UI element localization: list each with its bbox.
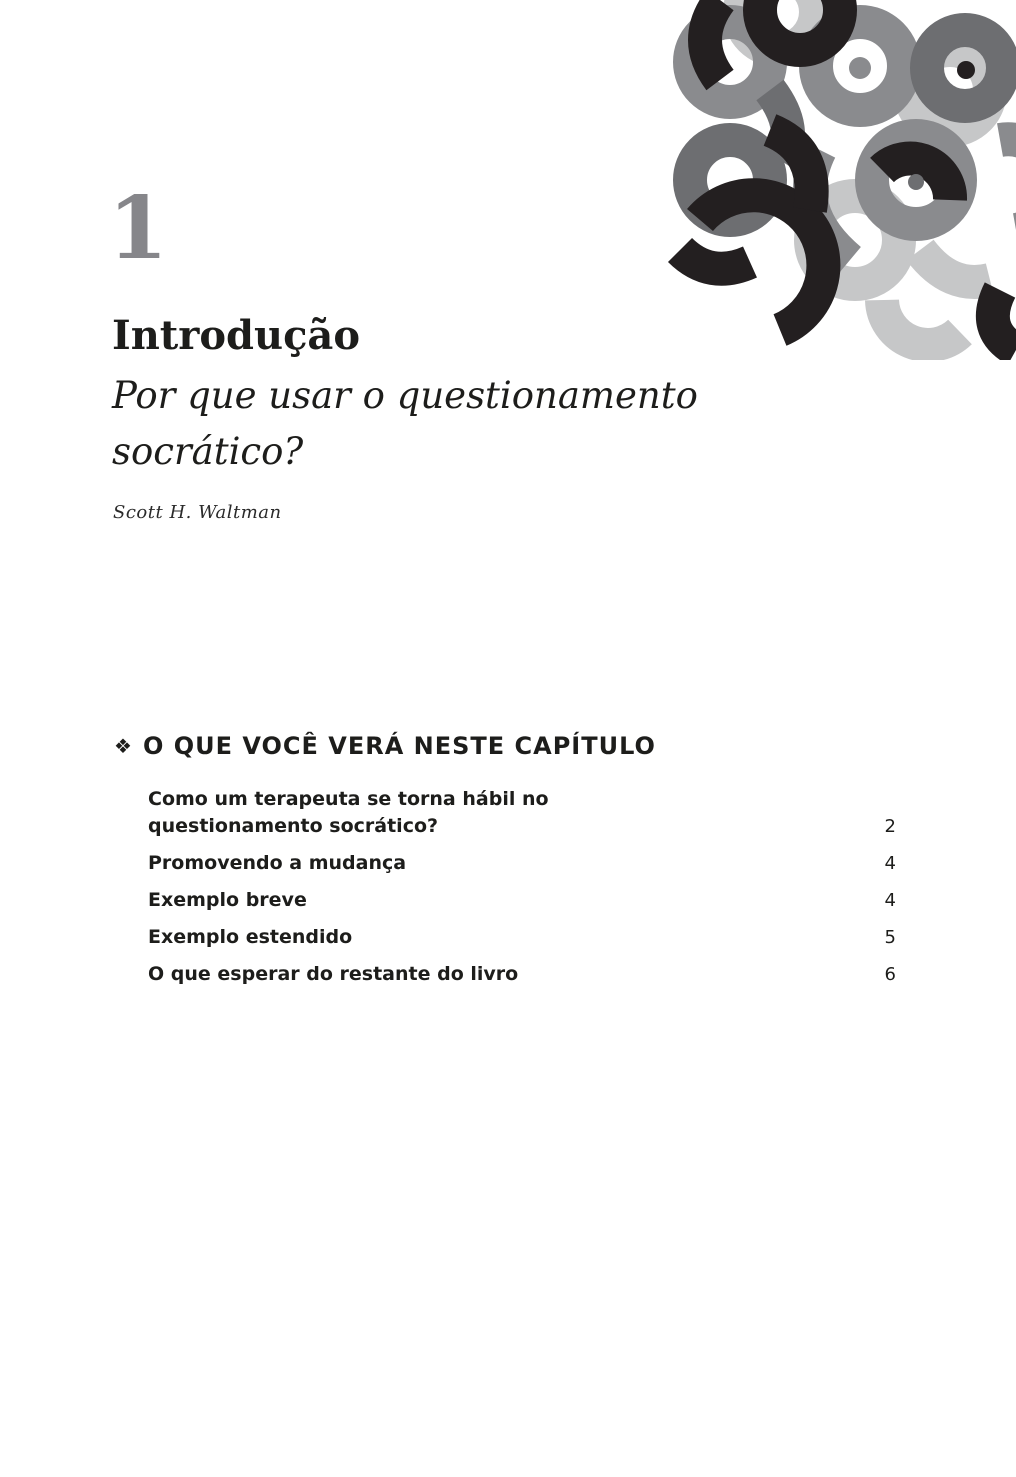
toc-item[interactable] [148, 961, 896, 988]
toc-item-page: 2 [884, 816, 896, 837]
toc-item-label: Exemplo breve [148, 889, 307, 911]
decorative-rings-ornament [620, 0, 1016, 360]
toc-item-label: O que esperar do restante do livro [148, 963, 519, 985]
toc-item[interactable] [148, 786, 896, 840]
diamond-ornament-icon: ❖ [114, 734, 133, 758]
section-heading-text: O QUE VOCÊ VERÁ NESTE CAPÍTULO [142, 732, 656, 760]
chapter-title: Introdução [112, 312, 361, 359]
toc-item[interactable] [148, 850, 896, 877]
toc-item-page: 4 [884, 890, 896, 911]
toc-item[interactable] [148, 887, 896, 914]
chapter-author: Scott H. Waltman [113, 502, 282, 523]
chapter-number: 1 [108, 178, 168, 279]
toc-item[interactable] [148, 924, 896, 951]
toc-item-page: 6 [884, 964, 896, 985]
toc-item-label: Promovendo a mudança [148, 852, 407, 874]
section-heading [114, 732, 656, 760]
chapter-contents-list [148, 786, 896, 998]
toc-item-page: 5 [884, 927, 896, 948]
chapter-subtitle: Por que usar o questionamento socrático? [112, 374, 698, 473]
toc-item-label: Como um terapeuta se torna hábil no questionamento socrático? [148, 788, 549, 837]
toc-item-label: Exemplo estendido [148, 926, 353, 948]
toc-item-page: 4 [884, 853, 896, 874]
